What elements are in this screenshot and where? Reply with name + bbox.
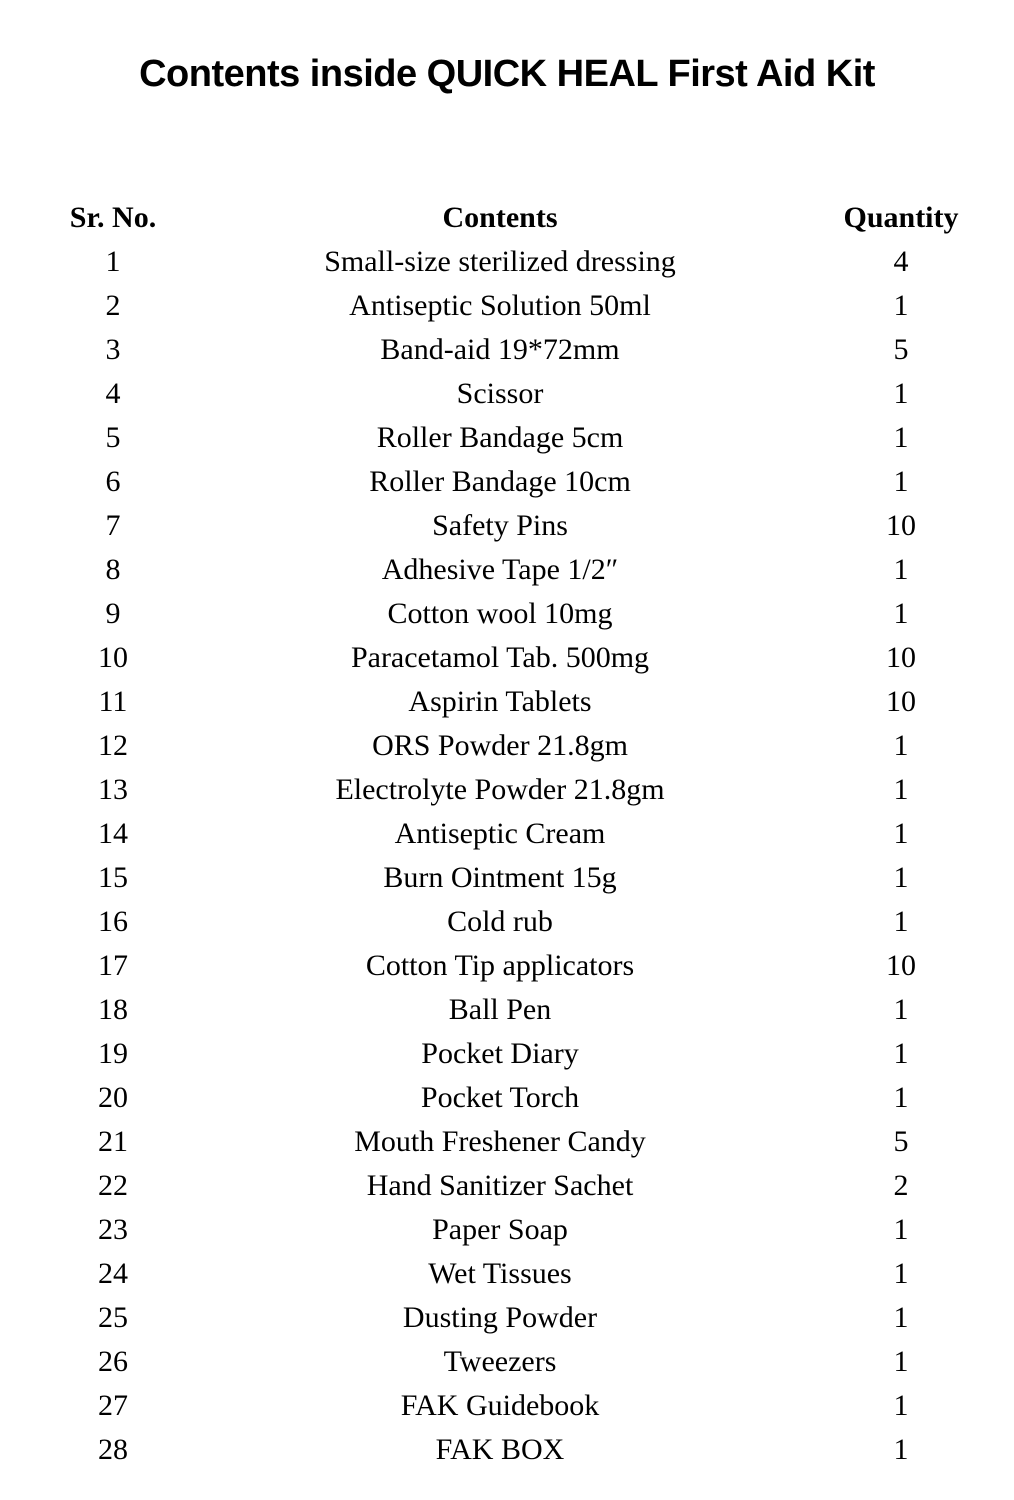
row-sr-no: 8 (105, 553, 121, 586)
row-sr-no: 18 (98, 993, 128, 1026)
row-sr-no: 23 (98, 1213, 128, 1246)
row-quantity: 1 (893, 729, 909, 762)
row-sr-no: 26 (98, 1345, 128, 1378)
row-contents: Ball Pen (448, 993, 552, 1026)
row-contents: Cotton Tip applicators (365, 949, 635, 982)
row-sr-no: 6 (105, 465, 121, 498)
table-row (0, 1208, 1014, 1252)
table-row (0, 768, 1014, 812)
row-sr-no: 4 (105, 377, 121, 410)
row-contents: Hand Sanitizer Sachet (366, 1169, 634, 1202)
row-contents: Safety Pins (432, 509, 568, 542)
row-quantity: 10 (886, 641, 916, 674)
row-quantity: 10 (886, 949, 916, 982)
row-quantity: 1 (893, 1345, 909, 1378)
row-contents: Tweezers (443, 1345, 557, 1378)
row-contents: Roller Bandage 5cm (376, 421, 624, 454)
row-sr-no: 14 (98, 817, 128, 850)
table-body (0, 240, 1014, 1472)
row-quantity: 5 (893, 1125, 909, 1158)
table-row (0, 1340, 1014, 1384)
table-row (0, 1428, 1014, 1472)
row-contents: Antiseptic Solution 50ml (349, 289, 651, 322)
table-row (0, 856, 1014, 900)
table-row (0, 900, 1014, 944)
row-quantity: 1 (893, 1433, 909, 1466)
row-contents: Dusting Powder (402, 1301, 598, 1334)
row-contents: Wet Tissues (428, 1257, 572, 1290)
table-row (0, 944, 1014, 988)
row-sr-no: 3 (105, 333, 121, 366)
row-sr-no: 20 (98, 1081, 128, 1114)
table-row (0, 328, 1014, 372)
row-contents: Antiseptic Cream (394, 817, 606, 850)
row-sr-no: 19 (98, 1037, 128, 1070)
row-quantity: 4 (893, 245, 909, 278)
table-row (0, 1252, 1014, 1296)
page-title: Contents inside QUICK HEAL First Aid Kit (139, 53, 875, 95)
row-contents: Small-size sterilized dressing (324, 245, 676, 278)
row-contents: ORS Powder 21.8gm (372, 729, 628, 762)
row-quantity: 1 (893, 993, 909, 1026)
table-row (0, 812, 1014, 856)
row-contents: Paracetamol Tab. 500mg (350, 641, 650, 674)
row-sr-no: 11 (98, 685, 128, 718)
row-sr-no: 22 (98, 1169, 128, 1202)
row-sr-no: 21 (98, 1125, 128, 1158)
row-contents: FAK BOX (435, 1433, 565, 1466)
table-row (0, 504, 1014, 548)
row-sr-no: 17 (98, 949, 128, 982)
row-quantity: 5 (893, 333, 909, 366)
row-quantity: 1 (893, 1213, 909, 1246)
table-row (0, 1164, 1014, 1208)
table-row (0, 1296, 1014, 1340)
row-sr-no: 7 (105, 509, 121, 542)
row-quantity: 1 (893, 289, 909, 322)
row-contents: Aspirin Tablets (408, 685, 592, 718)
row-quantity: 1 (893, 421, 909, 454)
row-contents: Scissor (456, 377, 544, 410)
row-quantity: 1 (893, 597, 909, 630)
table-row (0, 592, 1014, 636)
row-sr-no: 13 (98, 773, 128, 806)
row-contents: Pocket Diary (421, 1037, 579, 1070)
table-row (0, 1076, 1014, 1120)
row-contents: Burn Ointment 15g (383, 861, 617, 894)
row-sr-no: 9 (105, 597, 121, 630)
row-sr-no: 24 (98, 1257, 128, 1290)
row-sr-no: 10 (98, 641, 128, 674)
table-row (0, 416, 1014, 460)
row-quantity: 2 (893, 1169, 909, 1202)
row-quantity: 1 (893, 1081, 909, 1114)
row-quantity: 1 (893, 1037, 909, 1070)
header-contents: Contents (442, 201, 558, 234)
row-contents: Band-aid 19*72mm (380, 333, 620, 366)
table-row (0, 988, 1014, 1032)
row-quantity: 1 (893, 377, 909, 410)
table-row (0, 548, 1014, 592)
row-sr-no: 15 (98, 861, 128, 894)
table-row (0, 1120, 1014, 1164)
row-sr-no: 1 (105, 245, 121, 278)
table-row (0, 460, 1014, 504)
header-quantity: Quantity (843, 201, 959, 234)
row-quantity: 1 (893, 1301, 909, 1334)
row-quantity: 1 (893, 861, 909, 894)
row-sr-no: 28 (98, 1433, 128, 1466)
row-contents: Mouth Freshener Candy (354, 1125, 646, 1158)
row-contents: Cold rub (447, 905, 553, 938)
row-quantity: 1 (893, 465, 909, 498)
table-row (0, 1384, 1014, 1428)
contents-table (0, 196, 1014, 1472)
row-contents: Pocket Torch (420, 1081, 580, 1114)
table-row (0, 284, 1014, 328)
row-contents: FAK Guidebook (400, 1389, 600, 1422)
row-quantity: 1 (893, 1389, 909, 1422)
table-row (0, 636, 1014, 680)
row-quantity: 1 (893, 1257, 909, 1290)
row-sr-no: 12 (98, 729, 128, 762)
table-row (0, 724, 1014, 768)
table-row (0, 372, 1014, 416)
table-row (0, 680, 1014, 724)
row-quantity: 10 (886, 509, 916, 542)
row-sr-no: 2 (105, 289, 121, 322)
row-sr-no: 27 (98, 1389, 128, 1422)
row-quantity: 1 (893, 817, 909, 850)
row-sr-no: 5 (105, 421, 121, 454)
header-sr-no: Sr. No. (69, 201, 157, 234)
row-quantity: 1 (893, 773, 909, 806)
table-header-row (0, 196, 1014, 240)
row-sr-no: 16 (98, 905, 128, 938)
row-sr-no: 25 (98, 1301, 128, 1334)
row-contents: Roller Bandage 10cm (369, 465, 631, 498)
table-row (0, 240, 1014, 284)
row-contents: Paper Soap (432, 1213, 568, 1246)
row-quantity: 1 (893, 553, 909, 586)
row-contents: Adhesive Tape 1/2″ (381, 553, 619, 586)
row-contents: Electrolyte Powder 21.8gm (335, 773, 665, 806)
table-row (0, 1032, 1014, 1076)
row-contents: Cotton wool 10mg (387, 597, 613, 630)
row-quantity: 10 (886, 685, 916, 718)
row-quantity: 1 (893, 905, 909, 938)
